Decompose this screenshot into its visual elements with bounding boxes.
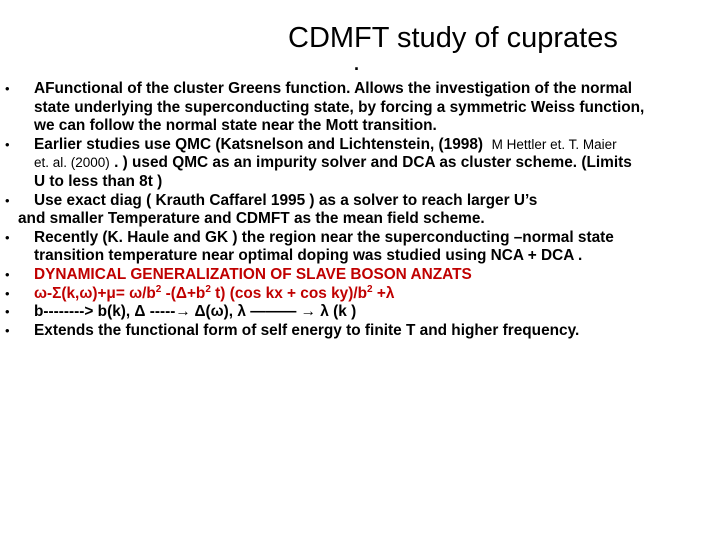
equation-exponent: 2 (155, 283, 162, 295)
title-dot: . (354, 54, 360, 74)
bullet-line: Use exact diag ( Krauth Caffarel 1995 ) as a solver to reach larger U’s (34, 191, 538, 209)
bullet-item-exact-diag (0, 192, 716, 229)
bullet-line: Extends the functional form of self energy to finite T and higher frequency. (34, 321, 580, 339)
bullet-line: and smaller Temperature and CDMFT as the mean field scheme. (18, 210, 485, 228)
slide-title: CDMFT study of cuprates (288, 22, 618, 54)
equation-line (34, 285, 716, 304)
reference-text: et. al. (2000) (34, 155, 110, 171)
bullet-marker: • (5, 136, 10, 152)
bullet-item-mapping (0, 303, 716, 322)
bullet-marker: • (5, 266, 10, 282)
equation-exponent: 2 (205, 283, 211, 295)
bullet-marker: • (5, 285, 10, 301)
bullet-line (34, 154, 716, 173)
bullet-list (0, 80, 716, 340)
bullet-marker: • (5, 229, 10, 245)
bullet-marker: • (5, 322, 10, 338)
equation-part: +λ (372, 284, 395, 302)
bullet-line: DYNAMICAL GENERALIZATION OF SLAVE BOSON ANZATS (34, 265, 472, 283)
bullet-item-recently (0, 229, 716, 266)
equation-part: -(Δ+b (161, 284, 206, 302)
bullet-line: U to less than 8t ) (34, 172, 163, 190)
bullet-text: Earlier studies use QMC (Katsnelson and Lichtenstein, (1998) (34, 135, 484, 153)
equation-part: ω-Σ(k,ω)+μ= ω/b (34, 284, 156, 302)
bullet-line: transition temperature near optimal doping was studied using NCA + DCA . (34, 247, 583, 265)
bullet-line: we can follow the normal state near the Mott transition. (34, 117, 437, 135)
bullet-marker: • (5, 192, 10, 208)
bullet-line: Recently (K. Haule and GK ) the region near the superconducting –normal state (34, 228, 614, 246)
bullet-line: state underlying the superconducting state, by forcing a symmetric Weiss function, (34, 98, 645, 116)
bullet-marker: • (5, 81, 10, 96)
bullet-line (34, 136, 716, 155)
bullet-item-functional (0, 80, 716, 136)
bullet-text: . ) used QMC as an impurity solver and DCA as cluster scheme. (Limits (114, 154, 632, 172)
bullet-item-earlier-studies (0, 136, 716, 192)
equation-part: t) (cos kx + cos ky)/b (210, 284, 368, 302)
bullet-line: AFunctional of the cluster Greens function. Allows the investigation of the normal (34, 80, 633, 97)
bullet-item-equation (0, 285, 716, 304)
bullet-item-extends (0, 322, 716, 341)
bullet-line: b--------> b(k), Δ -----→ Δ(ω), λ ——— → λ (k ) (34, 303, 357, 321)
bullet-item-dynamical-generalization (0, 266, 716, 285)
bullet-marker: • (5, 304, 10, 320)
reference-text: M Hettler et. T. Maier (491, 136, 617, 152)
equation-exponent: 2 (367, 283, 373, 295)
